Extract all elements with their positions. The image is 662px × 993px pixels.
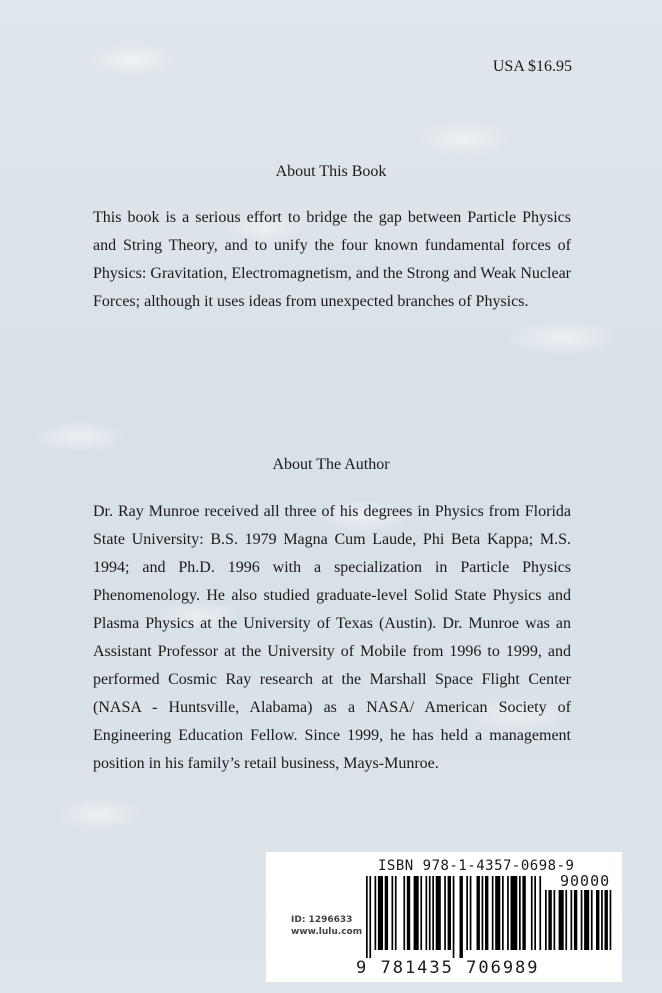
- barcode-bar: [519, 876, 521, 950]
- about-author-heading: About The Author: [272, 456, 390, 473]
- barcode-bar: [448, 876, 451, 950]
- price-barcode-bars: [545, 890, 615, 958]
- barcode-bar: [436, 876, 441, 950]
- publisher-url: www.lulu.com: [291, 927, 363, 937]
- barcode-bar: [545, 890, 547, 950]
- barcode-bar: [482, 876, 484, 950]
- barcode-bar: [429, 876, 431, 950]
- barcode-digits: 9 781435 706989: [356, 958, 540, 978]
- barcode-bar: [548, 890, 551, 950]
- about-author-paragraph: Dr. Ray Munroe received all three of his degrees in Physics from Florida State University: B.S. 1979 Magna Cum Laude, Phi Beta Kappa; M.S. 1994; and Ph.D. 1996 with a specialization in Particle Physics Phenomenology. He also studied graduate-level Solid State Physics and Plasma Physics at the University of Texas (Austin). Dr. Munroe was an Assistant Professor at the University of Mobile from 1996 to 1999, and performed Cosmic Ray research at the Marshall Space Flight Center (NASA - Huntsville, Alabama) as a NASA/ American Society of Engineering Education Fellow. Since 1999, he has held a management position in his family’s retail business, Mays-Munroe.: [93, 503, 571, 772]
- barcode-bar: [492, 876, 494, 950]
- barcode-bar: [485, 876, 488, 950]
- barcode-bar: [574, 890, 577, 950]
- isbn-label: ISBN 978-1-4357-0698-9: [378, 858, 575, 874]
- barcode-bar: [554, 890, 556, 950]
- barcode-bar: [502, 876, 504, 950]
- publisher-id: ID: 1296633: [291, 915, 353, 925]
- barcode-bar: [369, 876, 371, 958]
- barcode-bar: [414, 876, 419, 950]
- barcode-bar: [366, 876, 368, 958]
- barcode-bar: [571, 890, 573, 950]
- barcode-bar: [466, 876, 468, 950]
- barcode-bar: [591, 890, 593, 950]
- barcode-bar: [426, 876, 428, 950]
- price-code-label: 90000: [560, 872, 611, 890]
- barcode-bar: [385, 876, 388, 950]
- barcode-bar: [584, 890, 589, 950]
- barcode-bar: [610, 890, 612, 950]
- barcode-bar: [531, 876, 533, 950]
- barcode-bar: [539, 876, 541, 950]
- barcode-bar: [392, 876, 394, 950]
- publisher-id-block: [291, 914, 362, 938]
- barcode-bar: [407, 876, 410, 950]
- barcode-bar: [581, 890, 583, 950]
- barcode-bar: [605, 890, 608, 950]
- barcode-bar: [444, 876, 446, 950]
- barcode-bar: [432, 876, 434, 950]
- barcode-bar: [470, 876, 472, 950]
- barcode-bar: [522, 876, 525, 950]
- barcode-bar: [534, 876, 536, 950]
- barcode-bar: [511, 876, 518, 950]
- barcode-bar: [403, 876, 405, 950]
- barcode-bar: [378, 876, 383, 950]
- barcode-bar: [495, 876, 500, 950]
- isbn-barcode-bars: [366, 876, 542, 958]
- barcode-bar: [596, 890, 599, 950]
- about-book-paragraph: This book is a serious effort to bridge the gap between Particle Physics and String Theory, and to unify the four known fundamental forces of Physics: Gravitation, Electromagnetism, and the Strong and Weak Nuclear Forces; although it uses ideas from unexpected branches of Physics.: [93, 209, 571, 310]
- barcode-bar: [477, 876, 480, 950]
- about-book-heading: About This Book: [275, 163, 387, 180]
- barcode-bar: [453, 876, 455, 958]
- barcode-bar: [507, 876, 509, 950]
- barcode-bar: [375, 876, 377, 950]
- barcode-bar: [601, 890, 603, 950]
- barcode-bar: [565, 890, 567, 950]
- barcode-bar: [420, 876, 422, 950]
- barcode-bar: [559, 890, 564, 950]
- barcode-bar: [460, 876, 463, 958]
- price-label: USA $16.95: [492, 58, 572, 75]
- barcode-bar: [395, 876, 397, 950]
